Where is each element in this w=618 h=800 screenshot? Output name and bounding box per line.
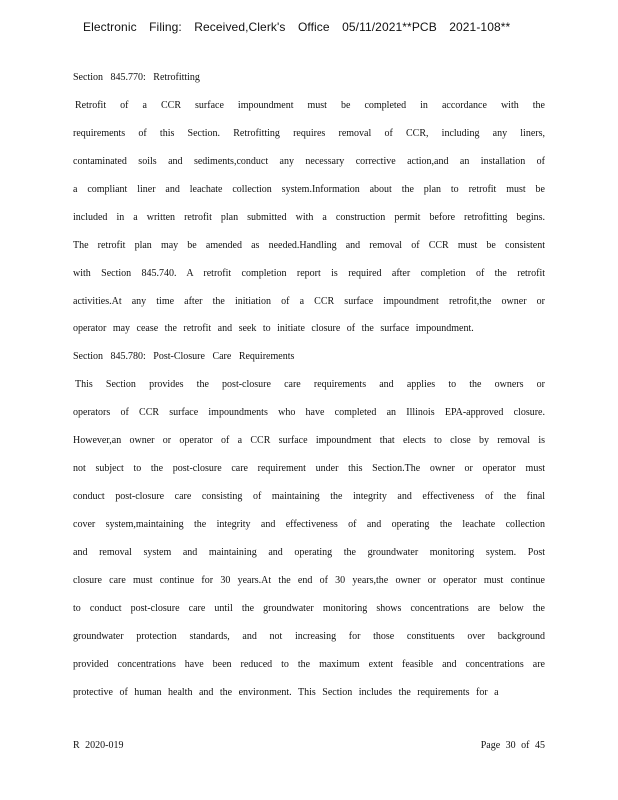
paragraph-line: groundwater protection standards, and not increasing for those constituents over background	[73, 630, 545, 642]
page-number: Page 30 of 45	[480, 740, 545, 751]
paragraph-line: not subject to the post-closure care requirement under this Section.The owner or operator must	[73, 463, 545, 475]
paragraph-line: Retrofit of a CCR surface impoundment must be completed in accordance with the	[75, 99, 545, 111]
paragraph-line: and removal system and maintaining and operating the groundwater monitoring system. Post	[73, 546, 545, 558]
paragraph-line: with Section 845.740. A retrofit completion report is required after completion of the retrofit	[73, 267, 545, 279]
paragraph-line-last: protective of human health and the environment. This Section includes the requirements for a	[73, 686, 499, 698]
section-heading-post-closure: Section 845.780: Post-Closure Care Requirements	[73, 351, 295, 363]
paragraph-line: requirements of this Section. Retrofitting requires removal of CCR, including any liners,	[73, 127, 545, 139]
paragraph-line: activities.At any time after the initiation of a CCR surface impoundment retrofit,the owner or	[73, 295, 545, 307]
paragraph-line: conduct post-closure care consisting of maintaining the integrity and effectiveness of the final	[73, 491, 545, 503]
paragraph-line-last: operator may cease the retrofit and seek to initiate closure of the surface impoundment.	[73, 323, 474, 335]
paragraph-line: a compliant liner and leachate collection system.Information about the plan to retrofit must be	[73, 183, 545, 195]
section-heading-retrofitting: Section 845.770: Retrofitting	[73, 72, 200, 83]
paragraph-line: However,an owner or operator of a CCR surface impoundment that elects to close by removal is	[73, 435, 545, 447]
page-footer	[73, 740, 545, 751]
paragraph-line: The retrofit plan may be amended as needed.Handling and removal of CCR must be consistent	[73, 239, 545, 251]
filing-stamp: Electronic Filing: Received,Clerk's Office 05/11/2021**PCB 2021-108**	[83, 20, 511, 34]
paragraph-line: This Section provides the post-closure care requirements and applies to the owners or	[75, 379, 545, 391]
paragraph-line: contaminated soils and sediments,conduct any necessary corrective action,and an installation of	[73, 155, 545, 167]
paragraph-line: provided concentrations have been reduced to the maximum extent feasible and concentrations are	[73, 658, 545, 670]
paragraph-line: to conduct post-closure care until the groundwater monitoring shows concentrations are below the	[73, 602, 545, 614]
paragraph-line: included in a written retrofit plan submitted with a construction permit before retrofitting begins.	[73, 211, 545, 223]
document-body	[73, 64, 545, 707]
paragraph-line: closure care must continue for 30 years.At the end of 30 years,the owner or operator must continue	[73, 574, 545, 586]
paragraph-line: cover system,maintaining the integrity and effectiveness of and operating the leachate collection	[73, 519, 545, 530]
docket-number: R 2020-019	[73, 740, 124, 751]
paragraph-line: operators of CCR surface impoundments who have completed an Illinois EPA-approved closure.	[73, 407, 545, 419]
